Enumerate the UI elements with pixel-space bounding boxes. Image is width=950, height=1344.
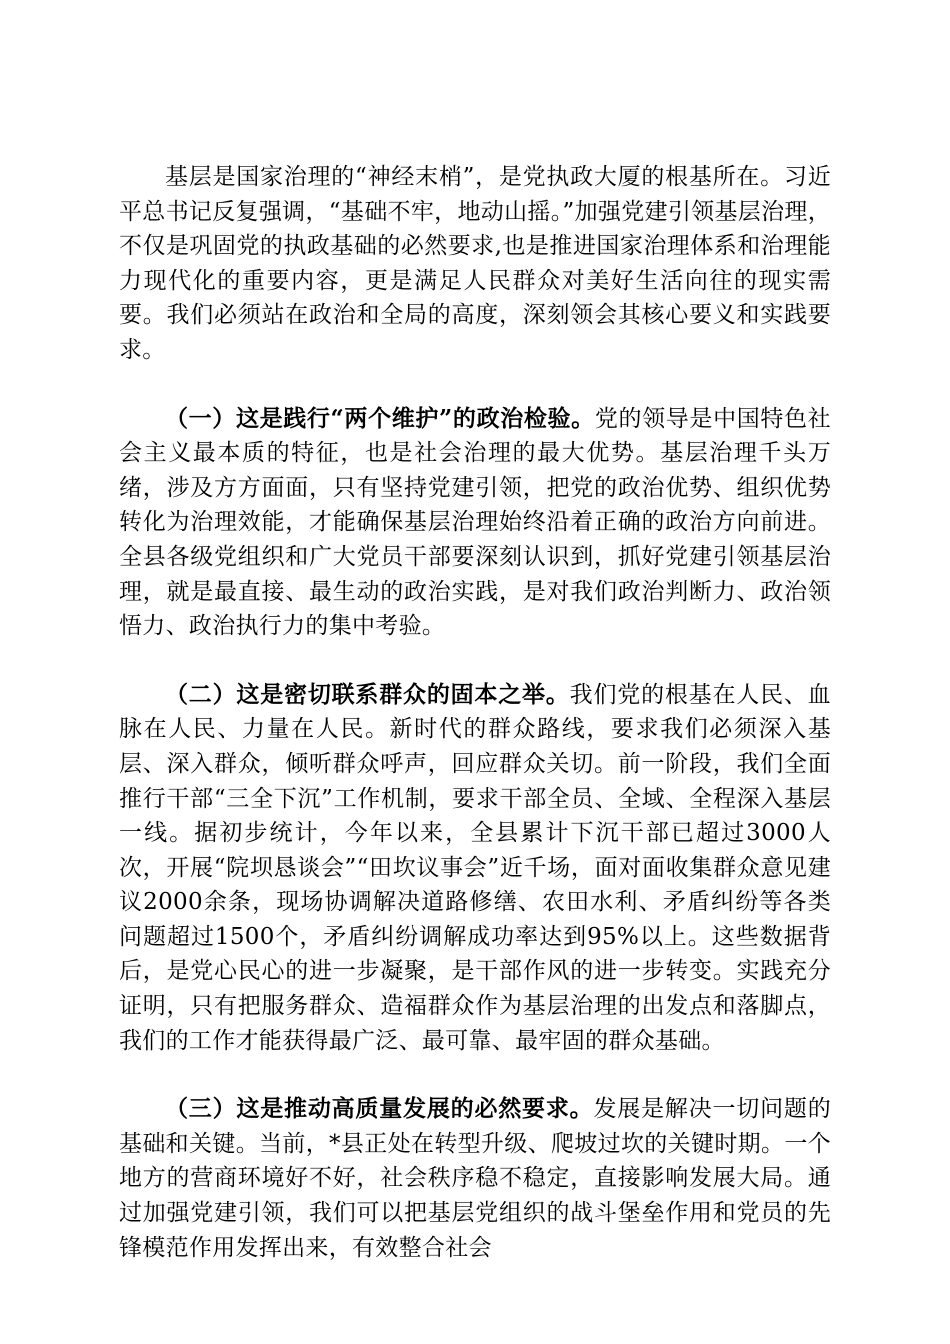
section-1-heading: （一）这是践行“两个维护”的政治检验。 [165,404,595,432]
section-2-body: 我们党的根基在人民、血脉在人民、力量在人民。新时代的群众路线，要求我们必须深入基层、深入群众，倾听群众呼声，回应群众关切。前一阶段，我们全面推行干部“三全下沉”工作机制，要求干部全员、全域、全程深入基层一线。据初步统计，今年以来，全县累计下沉干部已超过3000人次，开展“院坝恳谈会”“田坎议事会”近千场，面对面收集群众意见建议2000余条，现场协调解决道路修缮、农田水利、矛盾纠纷等各类问题超过1500个，矛盾纠纷调解成功率达到95%以上。这些数据背后，是党心民心的进一步凝聚，是干部作风的进一步转变。实践充分证明，只有把服务群众、造福群众作为基层治理的出发点和落脚点，我们的工作才能获得最广泛、最可靠、最牢固的群众基础。 [119,681,831,1054]
section-3-heading: （三）这是推动高质量发展的必然要求。 [165,1095,594,1123]
section-3-paragraph [119,1092,831,1265]
section-2-paragraph [119,678,831,1059]
intro-paragraph-text: 基层是国家治理的“神经末梢”，是党执政大厦的根基所在。习近平总书记反复强调，“基础不牢，地动山摇。”加强党建引领基层治理，不仅是巩固党的执政基础的必然要求,也是推进国家治理体系和治理能力现代化的重要内容，更是满足人民群众对美好生活向往的现实需要。我们必须站在政治和全局的高度，深刻领会其核心要义和实践要求。 [119,164,831,363]
section-1-paragraph [119,402,831,644]
intro-paragraph [119,160,831,368]
section-3-body: 发展是解决一切问题的基础和关键。当前，*县正处在转型升级、爬坡过坎的关键时期。一个地方的营商环境好不好，社会秩序稳不稳定，直接影响发展大局。通过加强党建引领，我们可以把基层党组织的战斗堡垒作用和党员的先锋模范作用发挥出来，有效整合社会 [119,1096,832,1261]
section-1-body: 党的领导是中国特色社会主义最本质的特征，也是社会治理的最大优势。基层治理千头万绪，涉及方方面面，只有坚持党建引领，把党的政治优势、组织优势转化为治理效能，才能确保基层治理始终沿着正确的政治方向前进。全县各级党组织和广大党员干部要深刻认识到，抓好党建引领基层治理，就是最直接、最生动的政治实践，是对我们政治判断力、政治领悟力、政治执行力的集中考验。 [119,405,831,640]
document-page [119,160,831,1265]
section-2-heading: （二）这是密切联系群众的固本之举。 [165,680,570,708]
